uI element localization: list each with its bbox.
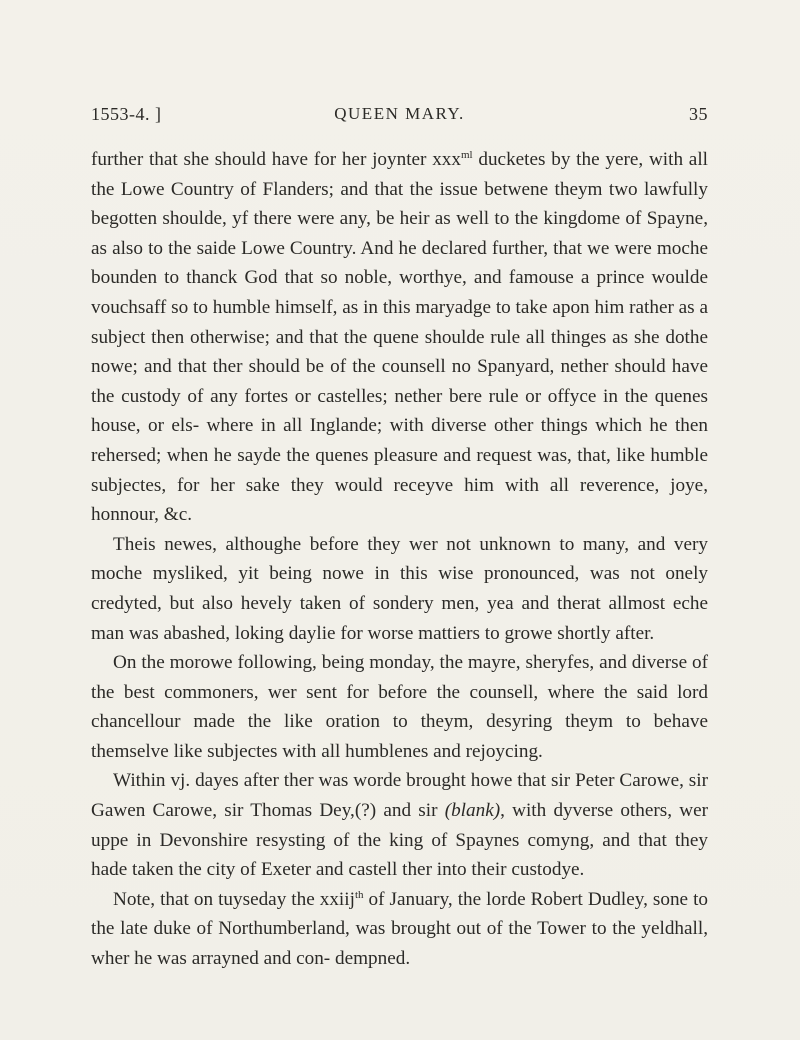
paragraph-text: ducketes by the yere, with all the Lowe Country of Flanders; and that the issue betwene theym two lawfully begotten shoulde, yf there were any, be heir as well to the kingdome of Spayne, as also to the saide Lowe Country. And he declared further, that we were moche bounden to thanck God that so noble, worthye, and famouse a prince woulde vouchsaff so to humble himself, as in this maryadge to take apon him rather as a subject then otherwise; and that the quene shoulde rule all thinges as she dothe nowe; and that ther should be of the counsell no Spanyard, nether should have the custody of any fortes or castelles; nether bere rule or offyce in the quenes house, or els- where in all Inglande; with diverse other things which he then rehersed; when he sayde the quenes pleasure and request was, that, like humble subjectes, for her sake they would receyve him with all reverence, joye, honnour, &c. bbox=[91, 149, 708, 526]
paragraph bbox=[91, 766, 708, 884]
paragraph: Theis newes, althoughe before they wer not unknown to many, and very moche mysliked, yit being nowe in this wise pronounced, was not onely credyted, but also hevely taken of sondery men, yea and therat allmost eche man was abashed, loking daylie for worse mattiers to growe shortly after. bbox=[91, 533, 708, 644]
superscript: ml bbox=[460, 149, 473, 161]
italic-note: (blank) bbox=[444, 800, 501, 822]
page-number: 35 bbox=[689, 104, 708, 124]
paragraph-text: Within vj. dayes after ther was worde brought howe that sir Peter Carowe, sir Gawen Carowe, sir Thomas Dey,(?) and sir bbox=[91, 770, 708, 822]
paragraph: On the morowe following, being monday, the mayre, sheryfes, and diverse of the best commoners, wer sent for before the counsell, where the said lord chancellour made the like oration to theym, desyring theym to behave themselve like subjectes with all humblenes and rejoycing. bbox=[91, 652, 708, 762]
paragraph-text: of January, the lorde Robert Dudley, sone to the late duke of Northumberland, was brought out of the Tower to the yeldhall, wher he was arrayned and con- dempned. bbox=[91, 888, 708, 970]
paragraph-text: , with dyverse others, wer uppe in Devonshire resysting of the king of Spaynes comyng, and that they hade taken the city of Exeter and castell ther into their custodye. bbox=[91, 800, 709, 881]
superscript: th bbox=[354, 888, 364, 901]
running-head bbox=[91, 104, 708, 134]
paragraph-text: further that she should have for her joynter xxx bbox=[91, 149, 461, 170]
body-text bbox=[91, 145, 708, 974]
running-title: QUEEN MARY. bbox=[334, 104, 465, 123]
paragraph-text: Note, that on tuyseday the xxiij bbox=[113, 888, 355, 910]
date-range: 1553-4. ] bbox=[91, 104, 162, 124]
paragraph bbox=[91, 145, 708, 530]
paragraph bbox=[91, 885, 708, 974]
